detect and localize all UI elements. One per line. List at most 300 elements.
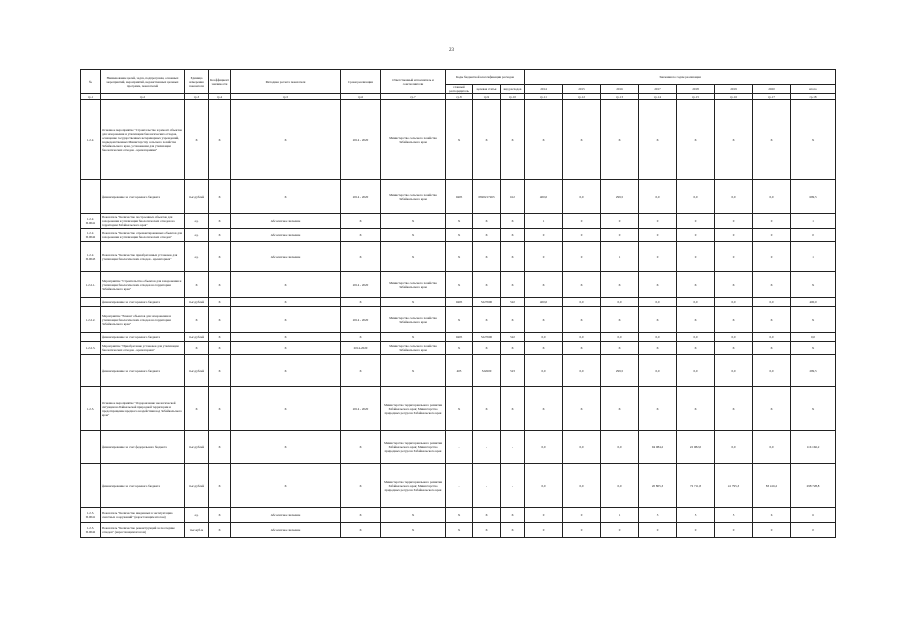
table-cell: 0 xyxy=(791,523,836,538)
table-cell: 0 xyxy=(753,523,791,538)
table-cell: Х xyxy=(446,387,473,431)
table-cell: Х xyxy=(209,100,231,180)
column-number: гр.14 xyxy=(639,94,677,100)
table-cell: 83 416,2 xyxy=(753,464,791,508)
table-cell: Х xyxy=(563,387,601,431)
table-cell: 5227600 xyxy=(473,333,501,342)
table-cell: ед. xyxy=(185,214,209,229)
column-number: гр.3 xyxy=(185,94,209,100)
table-cell: 299,5 xyxy=(601,355,639,387)
table-row xyxy=(81,272,836,298)
header-budget-col: целевая статья xyxy=(473,85,501,94)
table-cell: 400,0 xyxy=(525,298,563,307)
header-year: 2018 xyxy=(677,85,715,94)
table-row xyxy=(81,464,836,508)
table-cell: 1 xyxy=(601,508,639,523)
table-cell: Х xyxy=(381,333,446,342)
row-number: 1.2.2. П.0043 xyxy=(81,242,101,272)
row-description: Показатель "Количество введенных в эксплуатацию очистных сооружений" (нарастающим итогом) xyxy=(101,508,185,523)
column-number: гр.17 xyxy=(753,94,791,100)
table-cell: 0405 xyxy=(446,298,473,307)
column-number: гр.7 xyxy=(381,94,446,100)
header-year: 2016 xyxy=(601,85,639,94)
table-cell: 0,0 xyxy=(639,298,677,307)
table-cell: 2014 - 2020 xyxy=(341,100,381,180)
table-cell: Х xyxy=(231,333,341,342)
table-cell: Х xyxy=(446,272,473,298)
row-description: Показатель "Количество построенных объектов для захоронения и утилизации биологических отходов на территории Забайкальского края" xyxy=(101,214,185,229)
table-cell: Х xyxy=(341,355,381,387)
header-coef: Коэффициент значимости xyxy=(209,70,231,94)
table-cell: Х xyxy=(231,387,341,431)
header-terms: Сроки реализации xyxy=(341,70,381,94)
table-cell: 0,0 xyxy=(563,355,601,387)
header-method: Методика расчета показателя xyxy=(231,70,341,94)
column-number: гр.9 xyxy=(473,94,501,100)
column-number: гр.6 xyxy=(341,94,381,100)
table-cell: Х xyxy=(677,100,715,180)
table-cell: - xyxy=(501,464,525,508)
table-cell: тыс.рублей xyxy=(185,180,209,214)
table-cell: Абсолютное значение xyxy=(231,508,341,523)
table-cell: Абсолютное значение xyxy=(231,229,341,242)
table-cell: Х xyxy=(209,387,231,431)
header-year: итого xyxy=(791,85,836,94)
table-cell: Х xyxy=(791,272,836,298)
table-cell: Х xyxy=(501,307,525,333)
table-cell: Х xyxy=(209,333,231,342)
table-cell: Абсолютное значение xyxy=(231,523,341,538)
table-cell: 0 xyxy=(677,242,715,272)
table-cell: Х xyxy=(231,355,341,387)
table-cell: 0,0 xyxy=(753,180,791,214)
table-cell: Х xyxy=(715,387,753,431)
table-cell: Х xyxy=(209,307,231,333)
table-cell: Х xyxy=(715,307,753,333)
table-cell: Х xyxy=(209,272,231,298)
table-cell: тыс.куб.м xyxy=(185,523,209,538)
table-cell: 0 xyxy=(563,242,601,272)
table-cell: 2014 - 2020 xyxy=(341,307,381,333)
table-cell: Министерство территориального развития Забайкальского края; Министерство природных ресурсов Забайкальского края xyxy=(381,431,446,464)
table-cell: 0 xyxy=(715,242,753,272)
table-cell: 0,0 xyxy=(525,464,563,508)
table-cell: 0,0 xyxy=(563,464,601,508)
table-cell: 522 xyxy=(501,298,525,307)
table-cell: Х xyxy=(341,333,381,342)
table-cell: Х xyxy=(639,100,677,180)
table-cell: Х xyxy=(473,272,501,298)
table-cell: Х xyxy=(791,307,836,333)
table-cell: 0,0 xyxy=(753,333,791,342)
table-cell: 0 xyxy=(715,229,753,242)
table-row xyxy=(81,523,836,538)
table-cell: 2014 - 2020 xyxy=(341,180,381,214)
row-description: Мероприятие "Строительство объектов для захоронения и утилизации биологических отходов на территории Забайкальского края" xyxy=(101,272,185,298)
table-cell: Х xyxy=(601,100,639,180)
table-cell: 0 xyxy=(563,214,601,229)
header-budget-col: вид расходов xyxy=(501,85,525,94)
table-cell: 0,0 xyxy=(677,298,715,307)
table-cell: - xyxy=(446,464,473,508)
table-cell: Х xyxy=(209,523,231,538)
table-cell: Х xyxy=(473,523,501,538)
table-cell: Министерство сельского хозяйства Забайкальского края xyxy=(381,342,446,355)
table-cell: Х xyxy=(381,355,446,387)
table-cell: Х xyxy=(231,272,341,298)
table-cell: Х xyxy=(209,229,231,242)
row-number xyxy=(81,333,101,342)
table-row xyxy=(81,431,836,464)
table-cell: 0,0 xyxy=(563,180,601,214)
table-cell: Х xyxy=(209,342,231,355)
table-cell: Х xyxy=(209,298,231,307)
row-description: финансирование за счет краевого бюджета xyxy=(101,180,185,214)
header-year: 2017 xyxy=(639,85,677,94)
table-cell: Х xyxy=(446,508,473,523)
table-cell: Х xyxy=(639,387,677,431)
table-cell: 0,0 xyxy=(601,464,639,508)
table-cell: Х xyxy=(677,272,715,298)
table-cell: 0,0 xyxy=(753,355,791,387)
table-row xyxy=(81,355,836,387)
table-cell: 3 xyxy=(639,508,677,523)
table-cell: Министерство территориального развития Забайкальского края; Министерство природных ресурсов Забайкальского края xyxy=(381,464,446,508)
table-cell: 0 xyxy=(525,508,563,523)
table-cell: Х xyxy=(381,229,446,242)
table-cell: 0,0 xyxy=(677,355,715,387)
table-cell: 0,0 xyxy=(715,355,753,387)
table-cell: Х xyxy=(231,307,341,333)
column-number: гр.1 xyxy=(81,94,101,100)
table-cell: 0 xyxy=(753,229,791,242)
table-cell: Х xyxy=(501,387,525,431)
table-cell: Х xyxy=(446,100,473,180)
table-row xyxy=(81,508,836,523)
table-cell: Х xyxy=(601,307,639,333)
header-budget-group: Коды бюджетной классификации расходов xyxy=(446,70,525,85)
table-cell: 0 xyxy=(563,229,601,242)
table-cell: Министерство сельского хозяйства Забайкальского края xyxy=(381,272,446,298)
table-cell: Х xyxy=(753,100,791,180)
table-cell: 0405 xyxy=(446,180,473,214)
table-row xyxy=(81,214,836,229)
row-number xyxy=(81,180,101,214)
row-description: Мероприятие "Ремонт объектов для захоронения и утилизации биологических отходов на территории Забайкальского края" xyxy=(101,307,185,333)
table-cell: Х xyxy=(185,342,209,355)
table-cell: Х xyxy=(209,508,231,523)
table-cell: 0,0 xyxy=(525,333,563,342)
page-number: 23 xyxy=(449,48,454,53)
table-cell: 299,5 xyxy=(791,355,836,387)
table-cell: 299,5 xyxy=(601,180,639,214)
table-cell: 0,0 xyxy=(715,333,753,342)
table-cell: 298 728,8 xyxy=(791,464,836,508)
table-cell: 0,0 xyxy=(715,431,753,464)
table-cell: Х xyxy=(563,272,601,298)
table-cell: тыс.рублей xyxy=(185,298,209,307)
table-cell: 0 xyxy=(525,242,563,272)
table-cell: 0405 xyxy=(446,333,473,342)
row-number: 1.2.3. П.0042 xyxy=(81,523,101,538)
table-cell: Х xyxy=(341,229,381,242)
table-cell: 0,0 xyxy=(601,431,639,464)
row-number: 1.2.3. П.0041 xyxy=(81,508,101,523)
table-cell: 41 795,3 xyxy=(715,464,753,508)
column-number: гр.13 xyxy=(601,94,639,100)
table-cell: 0 xyxy=(601,523,639,538)
table-row xyxy=(81,100,836,180)
table-cell: Х xyxy=(677,342,715,355)
table-cell: Х xyxy=(639,342,677,355)
row-description: Показатель "Количество отремонтированных объектов для захоронения и утилизации биологических отходов" xyxy=(101,229,185,242)
table-cell: Х xyxy=(446,523,473,538)
table-row xyxy=(81,180,836,214)
table-cell: 0 xyxy=(639,523,677,538)
table-cell: тыс.рублей xyxy=(185,355,209,387)
table-cell: тыс.рублей xyxy=(185,333,209,342)
row-number xyxy=(81,464,101,508)
table-cell: Х xyxy=(525,307,563,333)
table-cell: 0,0 xyxy=(753,431,791,464)
table-cell: 0,0 xyxy=(563,298,601,307)
row-description: Основное мероприятие "Строительство и ремонт объектов для захоронения и утилизации биологических отходов, оснащение государственных ветеринарных учреждений, подведомственных Министерству сельского хозяйства Забайкальского края, установками для утилизации биологических отходов - крематориями" xyxy=(101,100,185,180)
header-year: 2020 xyxy=(753,85,791,94)
table-cell: Х xyxy=(639,272,677,298)
table-cell: 0 xyxy=(639,214,677,229)
column-number: гр.15 xyxy=(677,94,715,100)
table-cell: Х xyxy=(501,214,525,229)
row-number: 1.2.3. xyxy=(81,387,101,431)
table-cell: Х xyxy=(563,307,601,333)
table-cell: 2014 - 2020 xyxy=(341,387,381,431)
table-cell: Х xyxy=(715,100,753,180)
table-cell: ед. xyxy=(185,242,209,272)
table-cell: ед. xyxy=(185,229,209,242)
table-cell: Х xyxy=(677,387,715,431)
table-cell: 6 xyxy=(753,508,791,523)
header-name: Наименование целей, задач, подпрограмм, основных мероприятий, мероприятий, ведомственных целевых программ, показателей xyxy=(101,70,185,94)
table-cell: Х xyxy=(473,100,501,180)
row-number: 1.2.2. П.0041 xyxy=(81,214,101,229)
row-number: 1.2.2.1. xyxy=(81,272,101,298)
table-cell: 522600 xyxy=(473,355,501,387)
table-cell: Х xyxy=(501,229,525,242)
table-cell: Х xyxy=(209,355,231,387)
row-description: финансирование за счет краевого бюджета xyxy=(101,333,185,342)
table-cell: Х xyxy=(381,523,446,538)
table-cell: 0820217263 xyxy=(473,180,501,214)
row-number: 1.2.2. xyxy=(81,100,101,180)
table-row xyxy=(81,342,836,355)
table-cell: Х xyxy=(341,431,381,464)
table-cell: тыс.рублей xyxy=(185,431,209,464)
table-cell: Х xyxy=(601,342,639,355)
table-cell: Министерство территориального развития Забайкальского края; Министерство природных ресурсов Забайкальского края xyxy=(381,387,446,431)
table-cell: Х xyxy=(639,307,677,333)
table-cell: 0,0 xyxy=(639,333,677,342)
row-description: Показатель "Количество реконструкций за последние отходов" (нарастающим итогом) xyxy=(101,523,185,538)
table-cell: 0 xyxy=(677,229,715,242)
table-cell: 0 xyxy=(525,229,563,242)
table-cell: 0 xyxy=(677,214,715,229)
table-cell: Х xyxy=(715,342,753,355)
table-cell: 2014 - 2020 xyxy=(341,272,381,298)
table-cell: Х xyxy=(501,100,525,180)
table-cell: Х xyxy=(473,508,501,523)
table-cell: 400,0 xyxy=(791,298,836,307)
row-description: Мероприятие "Приобретение установок для утилизации биологических отходов - крематориев" xyxy=(101,342,185,355)
table-cell: 5 xyxy=(715,508,753,523)
table-cell: Х xyxy=(791,342,836,355)
header-year: 2014 xyxy=(525,85,563,94)
table-cell: Х xyxy=(381,298,446,307)
table-cell: Х xyxy=(381,508,446,523)
table-cell: Х xyxy=(753,342,791,355)
table-cell: Х xyxy=(341,214,381,229)
header-no: № xyxy=(81,70,101,94)
table-cell: Х xyxy=(473,307,501,333)
table-cell: 0 xyxy=(639,229,677,242)
table-cell: Х xyxy=(715,272,753,298)
table-cell: Х xyxy=(231,298,341,307)
table-cell: Х xyxy=(185,100,209,180)
table-cell: Х xyxy=(753,272,791,298)
table-cell: 0,0 xyxy=(753,298,791,307)
table-cell: 405 xyxy=(446,355,473,387)
column-number: гр.10 xyxy=(501,94,525,100)
table-cell: Х xyxy=(209,242,231,272)
table-cell: 0 xyxy=(715,523,753,538)
table-cell: Х xyxy=(446,242,473,272)
table-cell: Абсолютное значение xyxy=(231,242,341,272)
table-cell: Х xyxy=(525,272,563,298)
table-cell: 1 xyxy=(525,214,563,229)
row-description: финансирование за счет краевого бюджета xyxy=(101,298,185,307)
table-cell: Х xyxy=(381,242,446,272)
table-cell: 1 xyxy=(791,214,836,229)
table-cell: Х xyxy=(185,387,209,431)
table-cell: Х xyxy=(446,214,473,229)
row-number: 1.2.2. П.0042 xyxy=(81,229,101,242)
table-cell: Х xyxy=(209,431,231,464)
table-cell: Х xyxy=(601,387,639,431)
row-description: Показатель "Количество приобретенных установок для утилизации биологических отходов - крематориев" xyxy=(101,242,185,272)
table-cell: Х xyxy=(185,307,209,333)
table-cell: 116 166,2 xyxy=(791,431,836,464)
table-cell: 0 xyxy=(791,229,836,242)
column-number: гр.8 xyxy=(446,94,473,100)
table-cell: 72 711,8 xyxy=(677,464,715,508)
table-cell: 94 084,2 xyxy=(639,431,677,464)
table-cell: 0 xyxy=(601,214,639,229)
table-cell: 0,0 xyxy=(639,180,677,214)
table-cell: - xyxy=(473,431,501,464)
column-number: гр.12 xyxy=(563,94,601,100)
table-cell: ед. xyxy=(185,508,209,523)
table-cell: Х xyxy=(601,272,639,298)
table-cell: Х xyxy=(473,342,501,355)
table-cell: 0 xyxy=(753,214,791,229)
table-cell: Министерство сельского хозяйства Забайкальского края xyxy=(381,307,446,333)
table-cell: Х xyxy=(525,100,563,180)
table-cell: Х xyxy=(563,100,601,180)
table-cell: Х xyxy=(231,342,341,355)
column-number: гр.18 xyxy=(791,94,836,100)
table-cell: 0,0 xyxy=(715,180,753,214)
table-cell: 6 xyxy=(791,508,836,523)
table-cell: 699,5 xyxy=(791,180,836,214)
table-cell: 0 xyxy=(601,229,639,242)
table-cell: Х xyxy=(209,180,231,214)
table-row xyxy=(81,333,836,342)
table-cell: 0 xyxy=(639,242,677,272)
table-cell: Х xyxy=(753,307,791,333)
table-cell: Х xyxy=(677,307,715,333)
table-cell: Х xyxy=(446,342,473,355)
table-cell: Х xyxy=(501,508,525,523)
table-cell: - xyxy=(501,431,525,464)
table-row xyxy=(81,387,836,431)
table-cell: 0 xyxy=(563,523,601,538)
table-cell: 1 xyxy=(601,242,639,272)
header-year: 2015 xyxy=(563,85,601,94)
table-cell: Х xyxy=(525,342,563,355)
table-cell: 400,0 xyxy=(525,180,563,214)
table-cell: 0,0 xyxy=(525,355,563,387)
table-cell: Х xyxy=(791,100,836,180)
table-cell: 5 xyxy=(677,508,715,523)
table-cell: Х xyxy=(209,464,231,508)
table-cell: 612 xyxy=(501,180,525,214)
table-cell: Министерство сельского хозяйства Забайкальского края xyxy=(381,100,446,180)
table-cell: 0,0 xyxy=(601,333,639,342)
header-year: 2019 xyxy=(715,85,753,94)
table-cell: Х xyxy=(231,464,341,508)
table-cell: 0 xyxy=(715,214,753,229)
table-cell: Х xyxy=(341,523,381,538)
table-cell: 5227600 xyxy=(473,298,501,307)
table-cell: Х xyxy=(231,180,341,214)
column-number: гр.11 xyxy=(525,94,563,100)
table-row xyxy=(81,242,836,272)
table-cell: Министерство сельского хозяйства Забайкальского края xyxy=(381,180,446,214)
table-cell: 0,0 xyxy=(525,431,563,464)
row-number xyxy=(81,355,101,387)
column-number: гр.16 xyxy=(715,94,753,100)
table-cell: Х xyxy=(341,242,381,272)
column-number: гр.4 xyxy=(209,94,231,100)
table-cell: 0,0 xyxy=(715,298,753,307)
table-cell: 0 xyxy=(753,242,791,272)
table-cell: Х xyxy=(473,387,501,431)
table-cell: Х xyxy=(231,100,341,180)
table-cell: 0,0 xyxy=(639,355,677,387)
table-cell: Х xyxy=(501,523,525,538)
table-row xyxy=(81,307,836,333)
table-cell: Х xyxy=(791,387,836,431)
table-cell: 0 xyxy=(677,523,715,538)
table-cell: 20 805,3 xyxy=(639,464,677,508)
table-cell: 523 xyxy=(501,355,525,387)
table-cell: Х xyxy=(501,242,525,272)
table-cell: Х xyxy=(473,214,501,229)
column-number: гр.2 xyxy=(101,94,185,100)
table-cell: Х xyxy=(209,214,231,229)
row-number xyxy=(81,298,101,307)
row-description: финансирование за счет федерального бюджета xyxy=(101,431,185,464)
table-cell: - xyxy=(446,431,473,464)
